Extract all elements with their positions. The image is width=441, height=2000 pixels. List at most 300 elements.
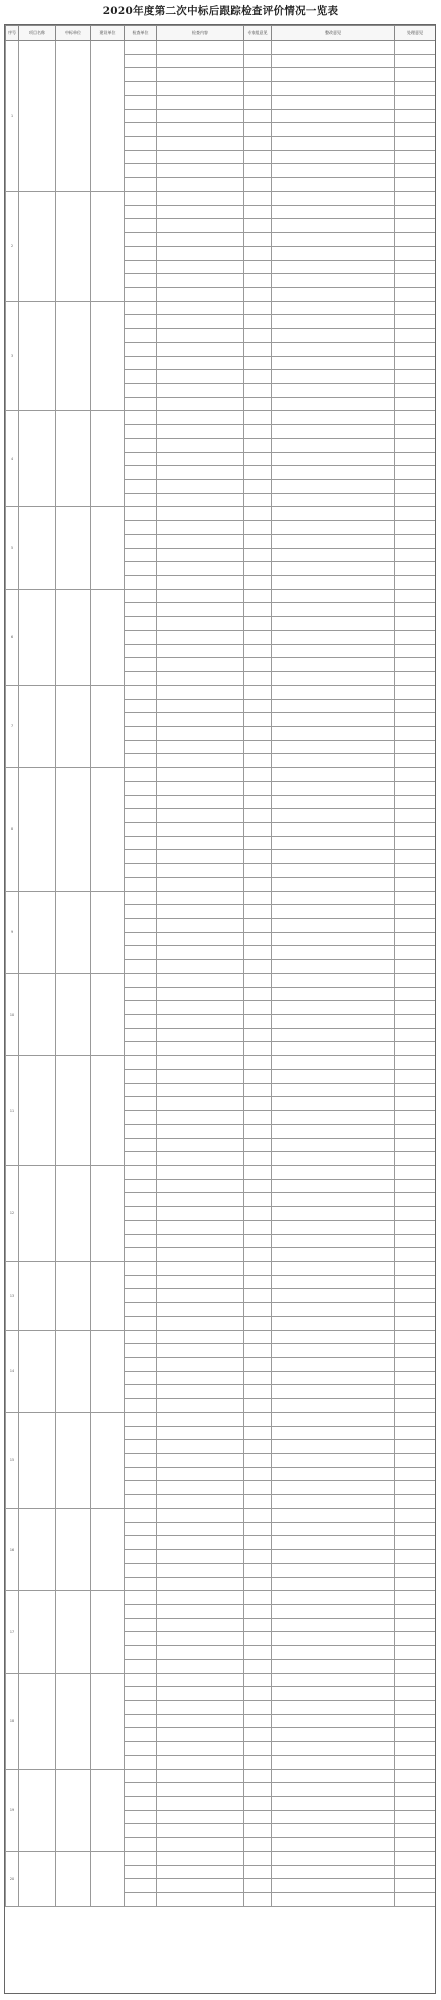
inspector-cell [125,534,157,548]
expert-opinion-cell [244,1536,272,1550]
expert-opinion-cell [244,54,272,68]
handling-cell [395,1604,436,1618]
expert-opinion-cell [244,1234,272,1248]
expert-opinion-cell [244,740,272,754]
inspector-cell [125,685,157,699]
handling-cell [395,1138,436,1152]
expert-opinion-cell [244,1508,272,1522]
handling-cell [395,877,436,891]
expert-opinion-cell [244,274,272,288]
rectification-cell [272,1056,395,1070]
inspector-cell [125,123,157,137]
handling-cell [395,562,436,576]
content-cell [157,1659,244,1673]
handling-cell [395,534,436,548]
rectification-cell [272,713,395,727]
rectification-cell [272,68,395,82]
rectification-cell [272,905,395,919]
handling-cell [395,1289,436,1303]
handling-cell [395,329,436,343]
inspector-cell [125,1879,157,1893]
project-name [19,41,56,192]
rectification-cell [272,466,395,480]
project-no: 3 [6,301,19,411]
expert-opinion-cell [244,383,272,397]
rectification-cell [272,383,395,397]
rectification-cell [272,562,395,576]
expert-opinion-cell [244,1138,272,1152]
content-cell [157,178,244,192]
inspector-cell [125,768,157,782]
expert-opinion-cell [244,576,272,590]
handling-cell [395,1646,436,1660]
rectification-cell [272,54,395,68]
project-no: 9 [6,891,19,973]
handling-cell [395,191,436,205]
inspector-cell [125,1714,157,1728]
expert-opinion-cell [244,1248,272,1262]
project-no: 2 [6,191,19,301]
expert-opinion-cell [244,452,272,466]
handling-cell [395,1454,436,1468]
rectification-cell [272,685,395,699]
content-cell [157,493,244,507]
rectification-cell [272,1783,395,1797]
expert-opinion-cell [244,891,272,905]
rectification-cell [272,1893,395,1907]
content-cell [157,1591,244,1605]
rectification-cell [272,1563,395,1577]
inspector-cell [125,1083,157,1097]
expert-opinion-cell [244,919,272,933]
handling-cell [395,850,436,864]
handling-cell [395,1385,436,1399]
owner-name [91,41,125,192]
rectification-cell [272,589,395,603]
content-cell [157,1261,244,1275]
expert-opinion-cell [244,41,272,55]
handling-cell [395,164,436,178]
inspector-cell [125,356,157,370]
content-cell [157,850,244,864]
handling-cell [395,1728,436,1742]
content-cell [157,370,244,384]
project-name [19,685,56,767]
handling-cell [395,1440,436,1454]
expert-opinion-cell [244,946,272,960]
results-table [5,25,436,1907]
content-cell [157,658,244,672]
content-cell [157,1632,244,1646]
content-cell [157,1687,244,1701]
project-name [19,507,56,589]
content-cell [157,576,244,590]
rectification-cell [272,795,395,809]
content-cell [157,1124,244,1138]
handling-cell [395,1165,436,1179]
expert-opinion-cell [244,1742,272,1756]
handling-cell [395,1358,436,1372]
handling-cell [395,781,436,795]
expert-opinion-cell [244,1646,272,1660]
handling-cell [395,493,436,507]
handling-cell [395,1179,436,1193]
rectification-cell [272,82,395,96]
content-cell [157,685,244,699]
rectification-cell [272,946,395,960]
results-table-sheet [4,24,436,1994]
inspector-cell [125,1481,157,1495]
rectification-cell [272,1344,395,1358]
table-row [6,507,436,521]
header-bidder: 中标单位 [56,26,91,41]
table-row [6,768,436,782]
content-cell [157,1879,244,1893]
content-cell [157,534,244,548]
project-no: 15 [6,1412,19,1508]
handling-cell [395,1001,436,1015]
project-name [19,1851,56,1906]
handling-cell [395,973,436,987]
rectification-cell [272,1755,395,1769]
content-cell [157,411,244,425]
handling-cell [395,521,436,535]
handling-cell [395,1769,436,1783]
handling-cell [395,1810,436,1824]
rectification-cell [272,1742,395,1756]
content-cell [157,1536,244,1550]
handling-cell [395,699,436,713]
expert-opinion-cell [244,1810,272,1824]
expert-opinion-cell [244,1412,272,1426]
project-name [19,411,56,507]
bidder-name [56,1769,91,1851]
bidder-name [56,973,91,1055]
inspector-cell [125,1824,157,1838]
inspector-cell [125,521,157,535]
handling-cell [395,1097,436,1111]
handling-cell [395,1687,436,1701]
content-cell [157,644,244,658]
rectification-cell [272,1797,395,1811]
expert-opinion-cell [244,1879,272,1893]
inspector-cell [125,1728,157,1742]
rectification-cell [272,274,395,288]
handling-cell [395,1879,436,1893]
rectification-cell [272,850,395,864]
content-cell [157,1248,244,1262]
content-cell [157,342,244,356]
inspector-cell [125,1165,157,1179]
content-cell [157,41,244,55]
inspector-cell [125,260,157,274]
project-no: 14 [6,1330,19,1412]
bidder-name [56,1851,91,1906]
handling-cell [395,1234,436,1248]
handling-cell [395,452,436,466]
content-cell [157,1111,244,1125]
inspector-cell [125,1275,157,1289]
rectification-cell [272,1083,395,1097]
handling-cell [395,1742,436,1756]
project-no: 7 [6,685,19,767]
inspector-cell [125,1111,157,1125]
inspector-cell [125,1618,157,1632]
expert-opinion-cell [244,123,272,137]
expert-opinion-cell [244,699,272,713]
rectification-cell [272,1673,395,1687]
content-cell [157,1193,244,1207]
inspector-cell [125,1646,157,1660]
expert-opinion-cell [244,1440,272,1454]
inspector-cell [125,1563,157,1577]
rectification-cell [272,1316,395,1330]
expert-opinion-cell [244,836,272,850]
owner-name [91,1851,125,1906]
handling-cell [395,1193,436,1207]
content-cell [157,315,244,329]
content-cell [157,1412,244,1426]
table-row [6,1056,436,1070]
content-cell [157,1426,244,1440]
handling-cell [395,466,436,480]
rectification-cell [272,672,395,686]
expert-opinion-cell [244,1838,272,1852]
expert-opinion-cell [244,1042,272,1056]
handling-cell [395,150,436,164]
content-cell [157,699,244,713]
inspector-cell [125,864,157,878]
handling-cell [395,603,436,617]
expert-opinion-cell [244,1632,272,1646]
expert-opinion-cell [244,342,272,356]
inspector-cell [125,1742,157,1756]
expert-opinion-cell [244,82,272,96]
inspector-cell [125,809,157,823]
table-row [6,1769,436,1783]
inspector-cell [125,219,157,233]
inspector-cell [125,1344,157,1358]
rectification-cell [272,932,395,946]
expert-opinion-cell [244,562,272,576]
content-cell [157,864,244,878]
owner-name [91,1165,125,1261]
rectification-cell [272,1495,395,1509]
handling-cell [395,315,436,329]
expert-opinion-cell [244,713,272,727]
content-cell [157,82,244,96]
content-cell [157,123,244,137]
content-cell [157,589,244,603]
inspector-cell [125,233,157,247]
handling-cell [395,1577,436,1591]
expert-opinion-cell [244,205,272,219]
inspector-cell [125,1069,157,1083]
rectification-cell [272,1124,395,1138]
handling-cell [395,864,436,878]
handling-cell [395,425,436,439]
rectification-cell [272,1234,395,1248]
rectification-cell [272,370,395,384]
expert-opinion-cell [244,1522,272,1536]
handling-cell [395,233,436,247]
project-no: 16 [6,1508,19,1590]
expert-opinion-cell [244,1728,272,1742]
content-cell [157,260,244,274]
content-cell [157,1138,244,1152]
rectification-cell [272,178,395,192]
rectification-cell [272,644,395,658]
content-cell [157,1179,244,1193]
expert-opinion-cell [244,1028,272,1042]
project-name [19,1591,56,1673]
handling-cell [395,370,436,384]
expert-opinion-cell [244,1385,272,1399]
expert-opinion-cell [244,1097,272,1111]
expert-opinion-cell [244,1851,272,1865]
content-cell [157,809,244,823]
handling-cell [395,1495,436,1509]
rectification-cell [272,836,395,850]
expert-opinion-cell [244,960,272,974]
inspector-cell [125,191,157,205]
expert-opinion-cell [244,1303,272,1317]
content-cell [157,329,244,343]
handling-cell [395,246,436,260]
content-cell [157,1234,244,1248]
inspector-cell [125,795,157,809]
handling-cell [395,1069,436,1083]
expert-opinion-cell [244,822,272,836]
rectification-cell [272,1097,395,1111]
inspector-cell [125,137,157,151]
rectification-cell [272,1289,395,1303]
expert-opinion-cell [244,754,272,768]
table-row [6,891,436,905]
rectification-cell [272,1865,395,1879]
bidder-name [56,1591,91,1673]
expert-opinion-cell [244,1454,272,1468]
rectification-cell [272,1879,395,1893]
expert-opinion-cell [244,630,272,644]
expert-opinion-cell [244,1495,272,1509]
owner-name [91,507,125,589]
bidder-name [56,1056,91,1166]
inspector-cell [125,274,157,288]
inspector-cell [125,1536,157,1550]
content-cell [157,521,244,535]
rectification-cell [272,1207,395,1221]
inspector-cell [125,713,157,727]
handling-cell [395,1124,436,1138]
content-cell [157,617,244,631]
rectification-cell [272,1467,395,1481]
rectification-cell [272,1399,395,1413]
content-cell [157,1289,244,1303]
project-name [19,1673,56,1769]
header-owner: 建设单位 [91,26,125,41]
inspector-cell [125,1179,157,1193]
content-cell [157,1001,244,1015]
rectification-cell [272,191,395,205]
handling-cell [395,1659,436,1673]
rectification-cell [272,1111,395,1125]
content-cell [157,1577,244,1591]
rectification-cell [272,877,395,891]
handling-cell [395,438,436,452]
bidder-name [56,191,91,301]
content-cell [157,1865,244,1879]
inspector-cell [125,1577,157,1591]
content-cell [157,630,244,644]
expert-opinion-cell [244,932,272,946]
inspector-cell [125,1769,157,1783]
content-cell [157,1783,244,1797]
content-cell [157,1069,244,1083]
expert-opinion-cell [244,1344,272,1358]
inspector-cell [125,1755,157,1769]
expert-opinion-cell [244,1673,272,1687]
expert-opinion-cell [244,1124,272,1138]
expert-opinion-cell [244,1179,272,1193]
handling-cell [395,1851,436,1865]
content-cell [157,150,244,164]
header-project-name: 项目名称 [19,26,56,41]
handling-cell [395,1865,436,1879]
expert-opinion-cell [244,411,272,425]
rectification-cell [272,1618,395,1632]
rectification-cell [272,1851,395,1865]
expert-opinion-cell [244,1783,272,1797]
bidder-name [56,1165,91,1261]
handling-cell [395,1550,436,1564]
expert-opinion-cell [244,301,272,315]
inspector-cell [125,1783,157,1797]
handling-cell [395,1536,436,1550]
handling-cell [395,1797,436,1811]
content-cell [157,1083,244,1097]
rectification-cell [272,1728,395,1742]
inspector-cell [125,548,157,562]
content-cell [157,1893,244,1907]
handling-cell [395,1399,436,1413]
handling-cell [395,383,436,397]
inspector-cell [125,1604,157,1618]
expert-opinion-cell [244,150,272,164]
expert-opinion-cell [244,905,272,919]
inspector-cell [125,562,157,576]
rectification-cell [272,548,395,562]
expert-opinion-cell [244,1467,272,1481]
project-no: 1 [6,41,19,192]
expert-opinion-cell [244,1797,272,1811]
project-no: 19 [6,1769,19,1851]
expert-opinion-cell [244,1426,272,1440]
inspector-cell [125,1303,157,1317]
handling-cell [395,1056,436,1070]
inspector-cell [125,1495,157,1509]
inspector-cell [125,1289,157,1303]
content-cell [157,1508,244,1522]
rectification-cell [272,1069,395,1083]
document-title: 2020年度第二次中标后跟踪检查评价情况一览表 [102,5,339,17]
handling-cell [395,480,436,494]
expert-opinion-cell [244,877,272,891]
expert-opinion-cell [244,1714,272,1728]
inspector-cell [125,205,157,219]
handling-cell [395,1261,436,1275]
content-cell [157,754,244,768]
